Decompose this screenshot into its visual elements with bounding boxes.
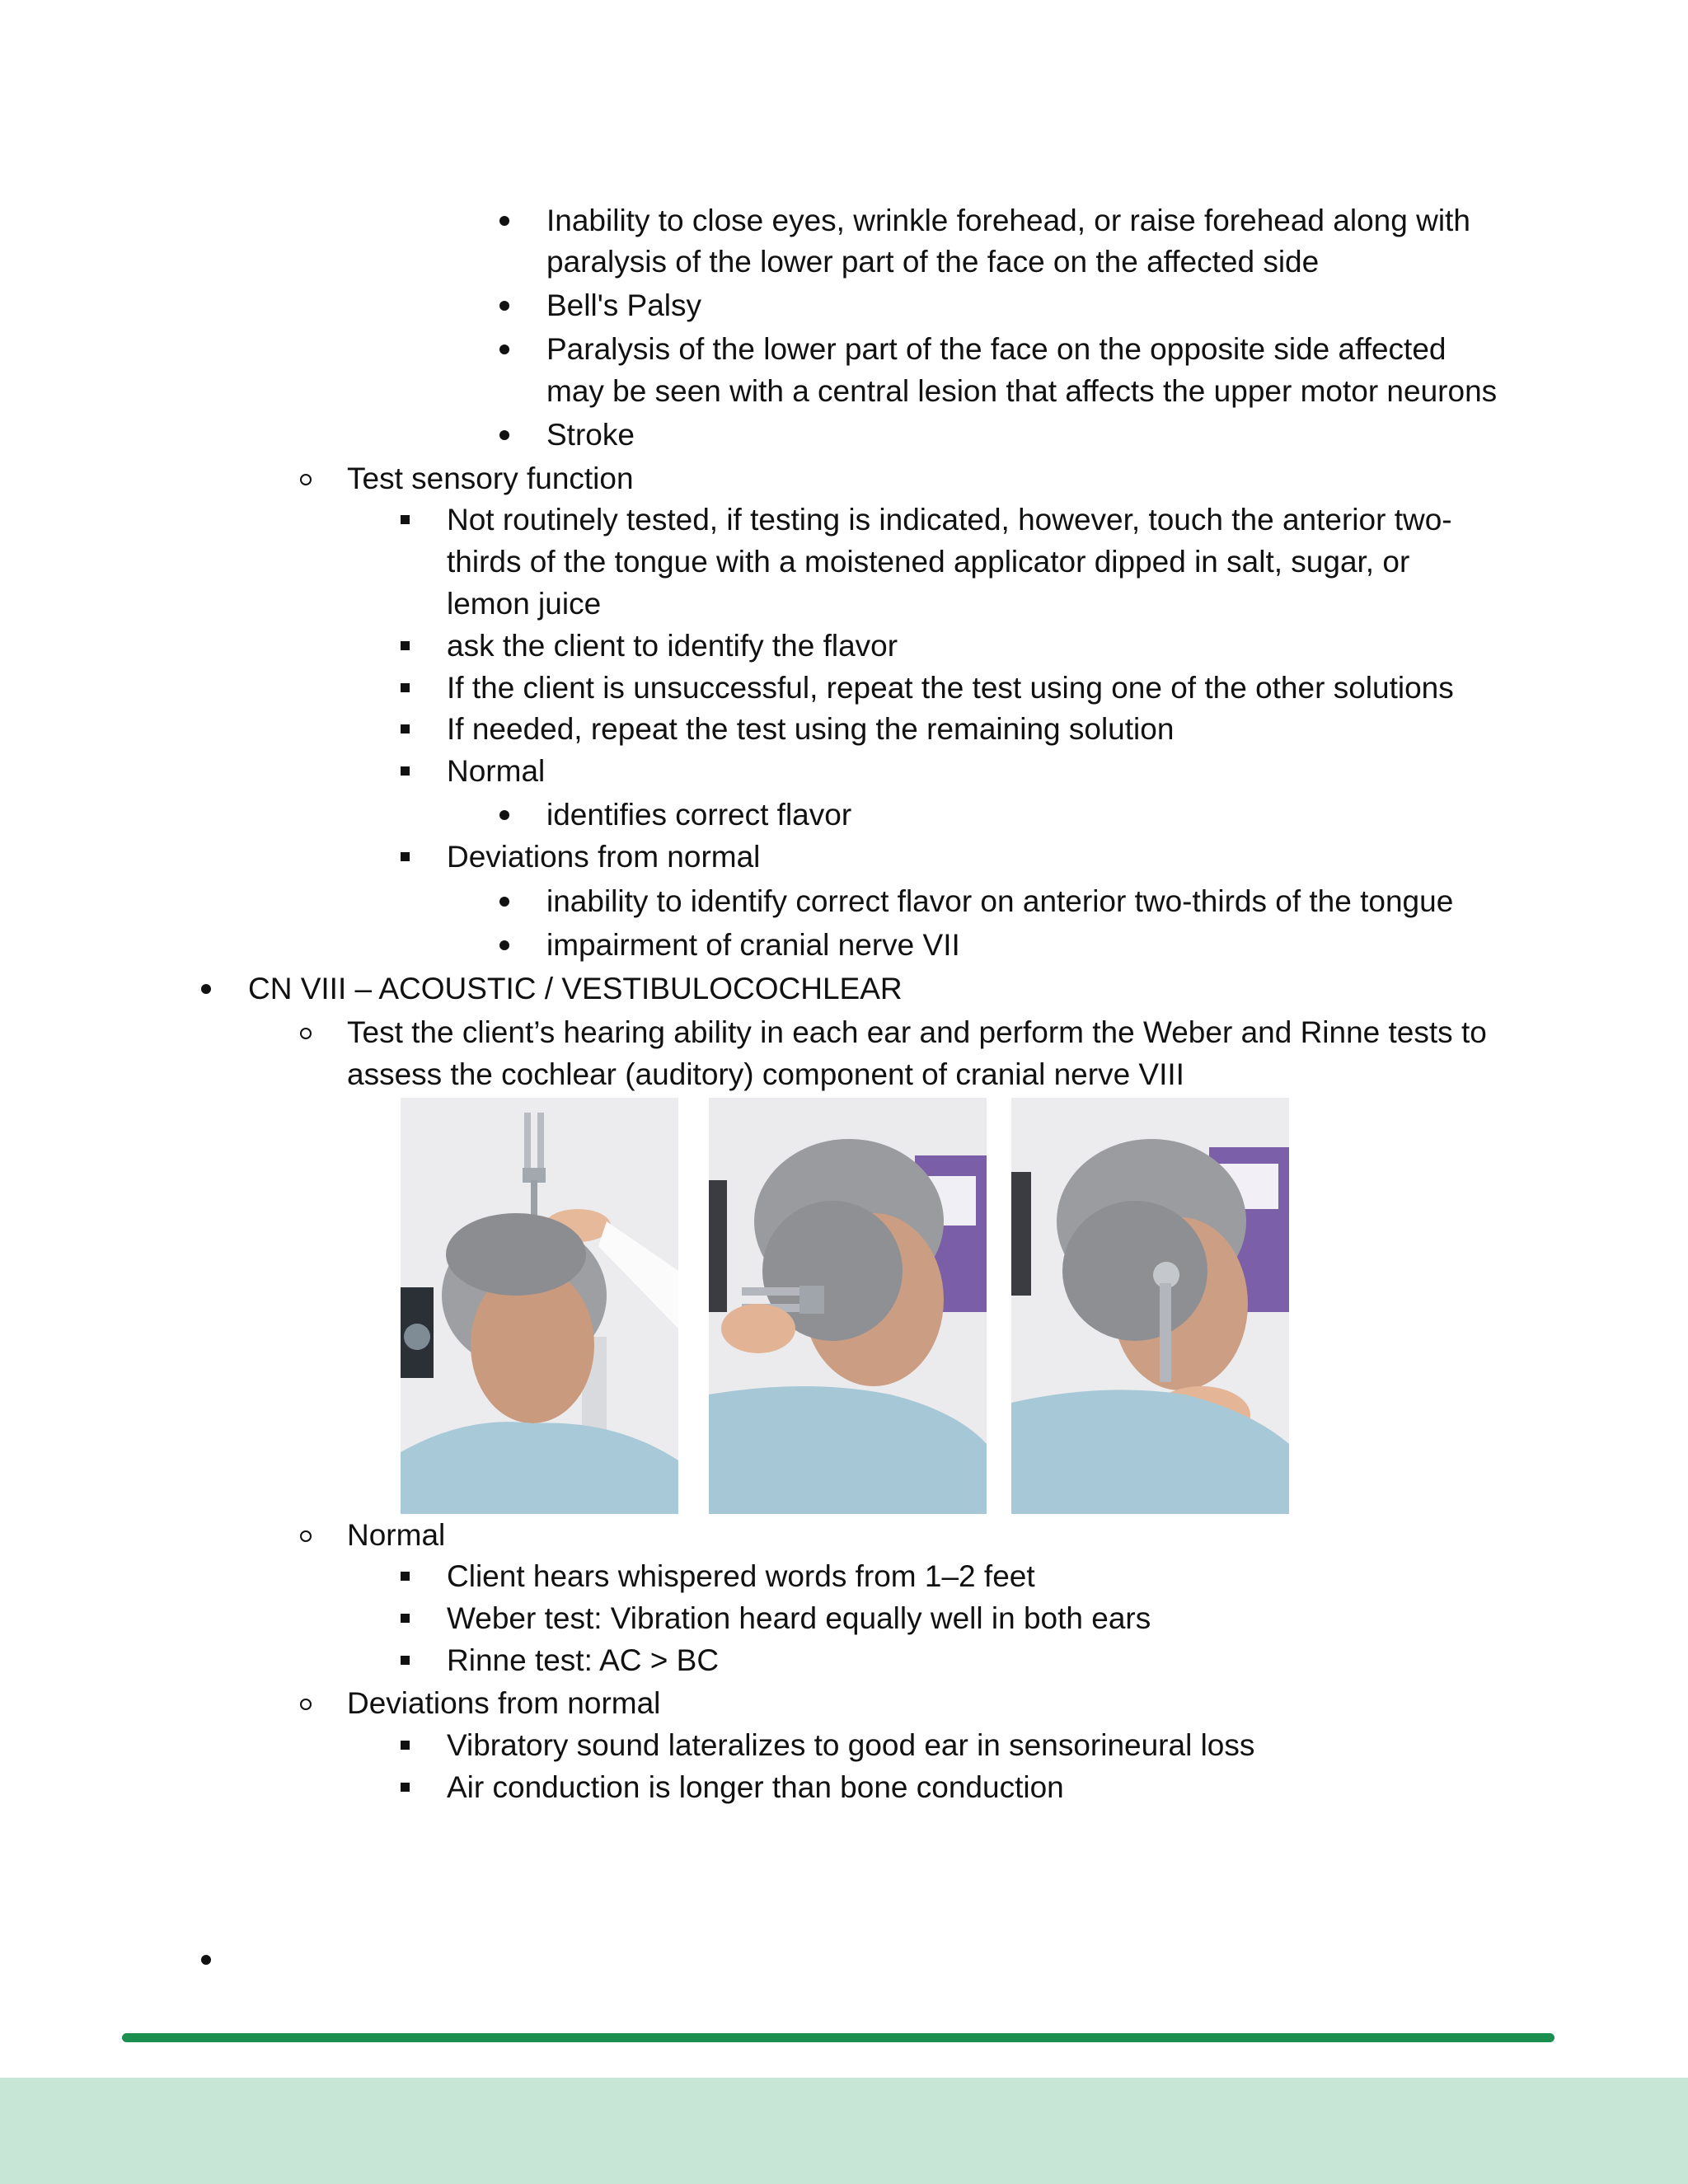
square-bullet-icon	[401, 724, 410, 733]
square-bullet-icon	[401, 515, 410, 524]
disc-bullet-icon	[499, 810, 509, 820]
disc-bullet-icon	[499, 344, 509, 354]
photo-rinne-air	[1011, 1098, 1289, 1514]
circle-bullet-icon	[300, 1530, 312, 1542]
disc-bullet-icon	[499, 216, 509, 226]
circle-bullet-icon	[300, 1028, 312, 1039]
square-bullet-icon	[401, 1614, 410, 1623]
square-bullet-icon	[401, 1572, 410, 1581]
disc-bullet-icon	[499, 940, 509, 950]
photo-weber-test	[401, 1098, 678, 1514]
footer-band	[0, 2078, 1688, 2184]
square-bullet-icon	[401, 852, 410, 861]
disc-bullet-icon	[499, 897, 509, 907]
disc-bullet-icon	[201, 984, 211, 994]
square-bullet-icon	[401, 1741, 410, 1750]
circle-bullet-icon	[300, 474, 312, 485]
square-bullet-icon	[401, 683, 410, 692]
disc-bullet-icon	[499, 430, 509, 440]
circle-bullet-icon	[300, 1699, 312, 1710]
square-bullet-icon	[401, 641, 410, 650]
square-bullet-icon	[401, 766, 410, 776]
square-bullet-icon	[401, 1656, 410, 1665]
disc-bullet-icon	[201, 1955, 211, 1965]
square-bullet-icon	[401, 1783, 410, 1792]
footer-accent-rule	[122, 2033, 1554, 2042]
disc-bullet-icon	[499, 301, 509, 311]
photo-rinne-bone	[709, 1098, 987, 1514]
